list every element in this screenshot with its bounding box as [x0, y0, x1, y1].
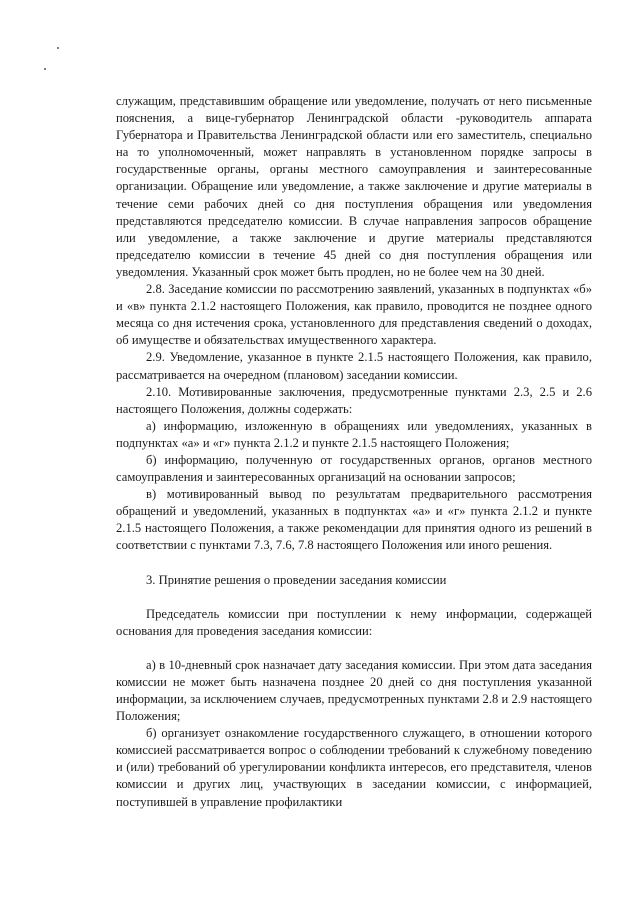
paragraph-2-8: 2.8. Заседание комиссии по рассмотрению заявлений, указанных в подпунктах «б» и «в» пункта 2.1.2 настоящего Положения, как правило, проводится не позднее одного месяца со дня истечения срока, установленного для представления сведений о доходах, об имуществе и обязательствах имущественного характера.: [116, 282, 592, 348]
scan-speck: [57, 47, 59, 49]
paragraph-2-9: 2.9. Уведомление, указанное в пункте 2.1.5 настоящего Положения, как правило, рассматривается на очередном (плановом) заседании комиссии.: [116, 350, 592, 382]
scan-speck: [44, 68, 46, 70]
list-item-v: в) мотивированный вывод по результатам предварительного рассмотрения обращений и уведомлений, указанных в подпунктах «а» и «г» пункта 2.1.2 и пункте 2.1.5 настоящего Положения, а также рекомендации для принятия одного из решений в соответствии с пунктами 7.3, 7.6, 7.8 настоящего Положения или иного решения.: [116, 487, 592, 553]
paragraph-2-10: 2.10. Мотивированные заключения, предусмотренные пунктами 2.3, 2.5 и 2.6 настоящего Положения, должны содержать:: [116, 384, 592, 416]
list-item-b: б) информацию, полученную от государственных органов, органов местного самоуправления и заинтересованных организаций на основании запросов;: [116, 452, 592, 485]
document-body: [116, 93, 592, 811]
list-item-a: а) информацию, изложенную в обращениях или уведомлениях, указанных в подпунктах «а» и «г» пункта 2.1.2 и пункте 2.1.5 настоящего Положения;: [116, 418, 592, 450]
section-heading: 3. Принятие решения о проведении заседания комиссии: [146, 572, 447, 587]
section-item-b: б) организует ознакомление государственного служащего, в отношении которого комиссией рассматривается вопрос о соблюдении требований к служебному поведению и (или) требований об урегулировании конфликта интересов, его представителя, членов комиссии и других лиц, участвующих в заседании комиссии, с информацией, поступившей в управление профилактики: [116, 726, 592, 809]
paragraph-continuation: служащим, представившим обращение или уведомление, получать от него письменные пояснения, а вице-губернатор Ленинградской области -руководитель аппарата Губернатора и Правительства Ленинградской области или его заместитель, специально на то уполномоченный, может направлять в установленном порядке запросы в государственные органы, органы местного самоуправления и заинтересованные организации. Обращение или уведомление, а также заключение и другие материалы в течение семи рабочих дней со дня поступления обращения или уведомления представляются председателю комиссии. В случае направления запросов обращение или уведомление, а также заключение и другие материалы представляются председателю комиссии в течение 45 дней со дня поступления обращения или уведомления. Указанный срок может быть продлен, но не более чем на 30 дней.: [116, 94, 592, 279]
section-intro: Председатель комиссии при поступлении к нему информации, содержащей основания для проведения заседания комиссии:: [116, 606, 592, 638]
section-item-a: а) в 10-дневный срок назначает дату заседания комиссии. При этом дата заседания комиссии не может быть назначена позднее 20 дней со дня поступления указанной информации, за исключением случаев, предусмотренных пунктами 2.8 и 2.9 настоящего Положения;: [116, 657, 592, 724]
